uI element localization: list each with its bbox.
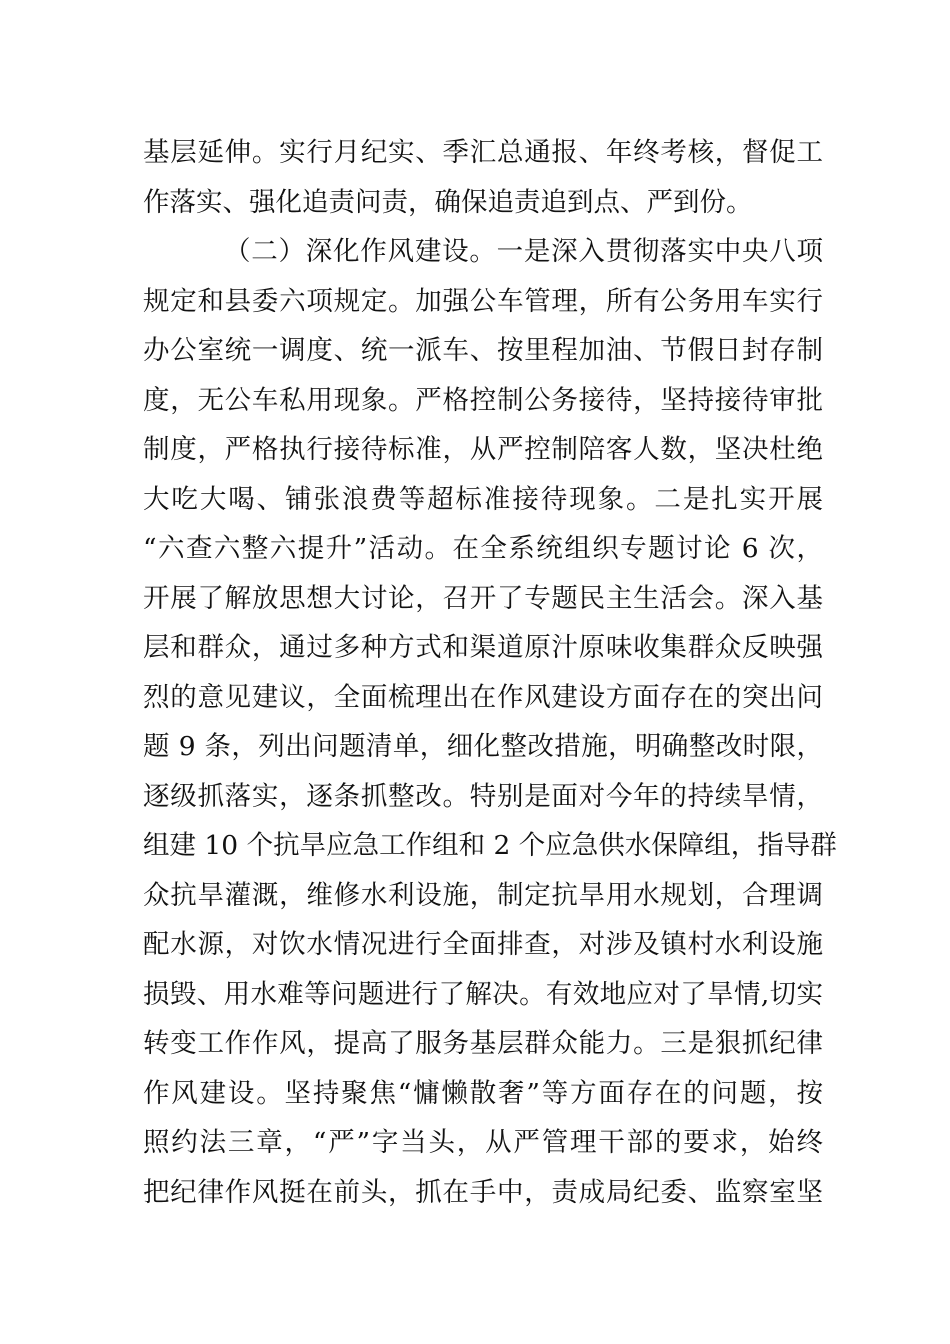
text-line-8: 大吃大喝、铺张浪费等超标准接待现象。二是扎实开展 xyxy=(143,484,823,515)
text-line-15: 组建 10 个抗旱应急工作组和 2 个应急供水保障组，指导群 xyxy=(143,830,837,861)
text-line-3: （二）深化作风建设。一是深入贯彻落实中央八项 xyxy=(224,236,823,267)
text-line-12: 烈的意见建议，全面梳理出在作风建设方面存在的突出问 xyxy=(143,682,823,713)
text-line-18: 损毁、用水难等问题进行了解决。有效地应对了旱情,切实 xyxy=(143,979,823,1010)
text-line-21: 照约法三章，“严”字当头，从严管理干部的要求，始终 xyxy=(143,1127,823,1158)
text-line-10: 开展了解放思想大讨论，召开了专题民主生活会。深入基 xyxy=(143,583,823,614)
text-line-9: “六查六整六提升”活动。在全系统组织专题讨论 6 次， xyxy=(143,533,823,564)
text-line-20: 作风建设。坚持聚焦“慵懒散奢”等方面存在的问题，按 xyxy=(143,1078,823,1109)
text-line-5: 办公室统一调度、统一派车、按里程加油、节假日封存制 xyxy=(143,335,823,366)
text-line-2: 作落实、强化追责问责，确保追责追到点、严到份。 xyxy=(143,187,753,218)
text-line-7: 制度，严格执行接待标准，从严控制陪客人数，坚决杜绝 xyxy=(143,434,823,465)
text-line-16: 众抗旱灌溉，维修水利设施，制定抗旱用水规划，合理调 xyxy=(143,880,823,911)
text-line-19: 转变工作作风，提高了服务基层群众能力。三是狠抓纪律 xyxy=(143,1028,823,1059)
text-line-14: 逐级抓落实，逐条抓整改。特别是面对今年的持续旱情， xyxy=(143,781,823,812)
text-line-11: 层和群众，通过多种方式和渠道原汁原味收集群众反映强 xyxy=(143,632,823,663)
text-line-13: 题 9 条，列出问题清单，细化整改措施，明确整改时限， xyxy=(143,731,823,762)
text-line-6: 度，无公车私用现象。严格控制公务接待，坚持接待审批 xyxy=(143,385,823,416)
text-line-17: 配水源，对饮水情况进行全面排查，对涉及镇村水利设施 xyxy=(143,929,823,960)
text-line-1: 基层延伸。实行月纪实、季汇总通报、年终考核，督促工 xyxy=(143,137,823,168)
text-line-22: 把纪律作风挺在前头，抓在手中，责成局纪委、监察室坚 xyxy=(143,1177,823,1208)
text-line-4: 规定和县委六项规定。加强公车管理，所有公务用车实行 xyxy=(143,286,823,317)
